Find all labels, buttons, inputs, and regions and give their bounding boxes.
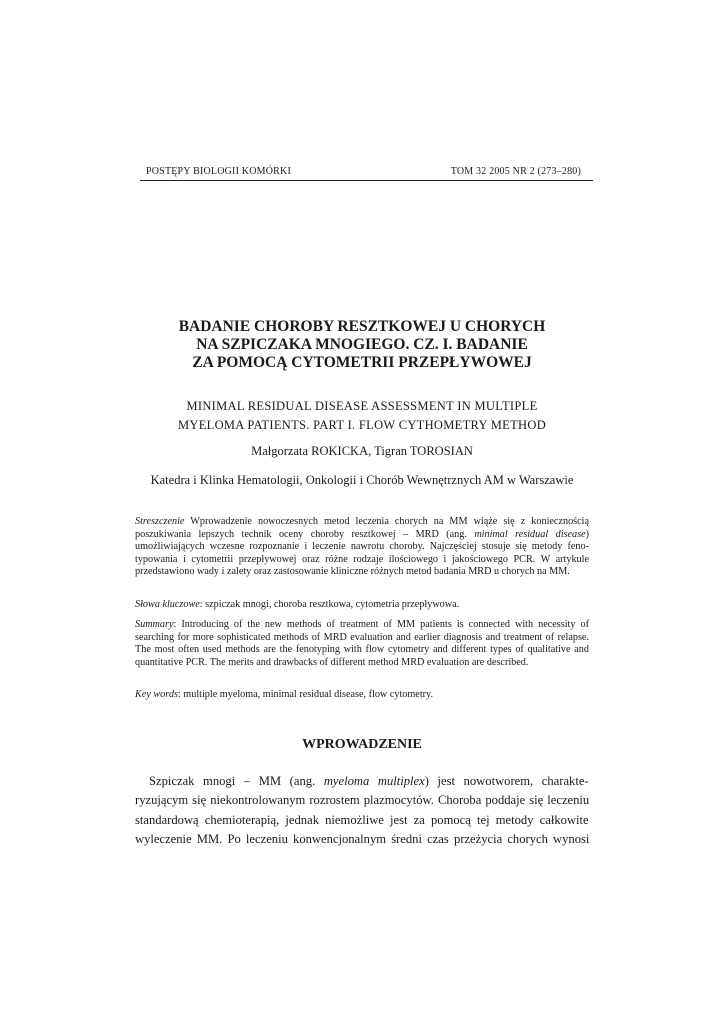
header-rule <box>140 180 593 181</box>
journal-name: POSTĘPY BIOLOGII KOMÓRKI <box>146 166 291 177</box>
streszczenie-paragraph <box>135 516 589 579</box>
title-line: ZA POMOCĄ CYTOMETRII PRZEPŁYWOWEJ <box>192 354 532 371</box>
section-heading: WPROWADZENIE <box>302 737 422 752</box>
summary-text: : Introducing of the new methods of treatment of MM patients is connected with necessity of searching for more sophisticated methods of MRD evaluation and earlier diagnosis and treatment of relapse. The most often used methods are the fenotyping with flow cytometry and different types of qualitative and quantitative PCR. The merits and drawbacks of different method MRD evaluation are described. <box>135 619 589 668</box>
affiliation: Katedra i Klinka Hematologii, Onkologii i Chorób Wewnętrznych AM w Warszawie <box>150 473 574 487</box>
authors: Małgorzata ROKICKA, Tigran TOROSIAN <box>251 444 473 458</box>
streszczenie-term: minimal residual disease <box>474 528 586 540</box>
key-words-text: : multiple myeloma, minimal residual disease, flow cytometry. <box>177 689 434 700</box>
slowa-kluczowe-paragraph <box>135 599 589 612</box>
body-line: standardową chemioterapią, jednak niemożliwe jest za pomocą tej metody całkowite <box>135 812 589 827</box>
summary-label: Summary <box>135 619 174 630</box>
body-line: ryzującym się niekontrolowanym rozrostem plazmocytów. Choroba poddaje się leczeniu <box>135 793 590 808</box>
body-line <box>135 772 589 791</box>
volume-info: TOM 32 2005 NR 2 (273–280) <box>450 166 581 177</box>
key-words-paragraph <box>135 689 589 702</box>
slowa-kluczowe-label: Słowa kluczowe <box>135 599 200 610</box>
body-text: ) jest nowotworem, charakte- <box>424 774 589 788</box>
title-line: NA SZPICZAKA MNOGIEGO. CZ. I. BADANIE <box>196 336 528 353</box>
english-title-line: MYELOMA PATIENTS. PART I. FLOW CYTHOMETRY METHOD <box>177 418 547 432</box>
english-title-line: MINIMAL RESIDUAL DISEASE ASSESSMENT IN MULTIPLE <box>186 399 538 413</box>
body-text: Szpiczak mnogi – MM (ang. <box>149 774 324 788</box>
slowa-kluczowe-text: : szpiczak mnogi, choroba resztkowa, cytometria przepływowa. <box>199 599 460 610</box>
body-line: wyleczenie MM. Po leczeniu konwencjonalnym średni czas przeżycia chorych wynosi <box>135 831 590 846</box>
body-paragraph <box>135 772 589 849</box>
streszczenie-text-end: ) umożliwiających wczesne rozpoznanie i leczenie nawrotu choroby. Najczęściej stosuje się metody feno-typowania i cytometrii przepływowej oraz różne rodzaje ilościowego i jakościowego PCR. W artykule przedstawiono wady i zalety oraz zastosowanie kliniczne różnych metod badania MRD u chorych na MM. <box>135 528 589 578</box>
streszczenie-label: Streszczenie <box>135 516 185 527</box>
english-title <box>100 397 624 435</box>
key-words-label: Key words <box>135 689 178 700</box>
article-title <box>100 318 624 372</box>
title-line: BADANIE CHOROBY RESZTKOWEJ U CHORYCH <box>178 318 546 335</box>
summary-paragraph <box>135 619 589 669</box>
streszczenie-text: Wprowadzenie nowoczesnych metod leczenia chorych na MM wiąże się z koniecznością poszukiwania lepszych technik oceny choroby resztkowej – MRD (ang. <box>135 516 589 540</box>
body-term: myeloma multiplex <box>323 774 425 788</box>
